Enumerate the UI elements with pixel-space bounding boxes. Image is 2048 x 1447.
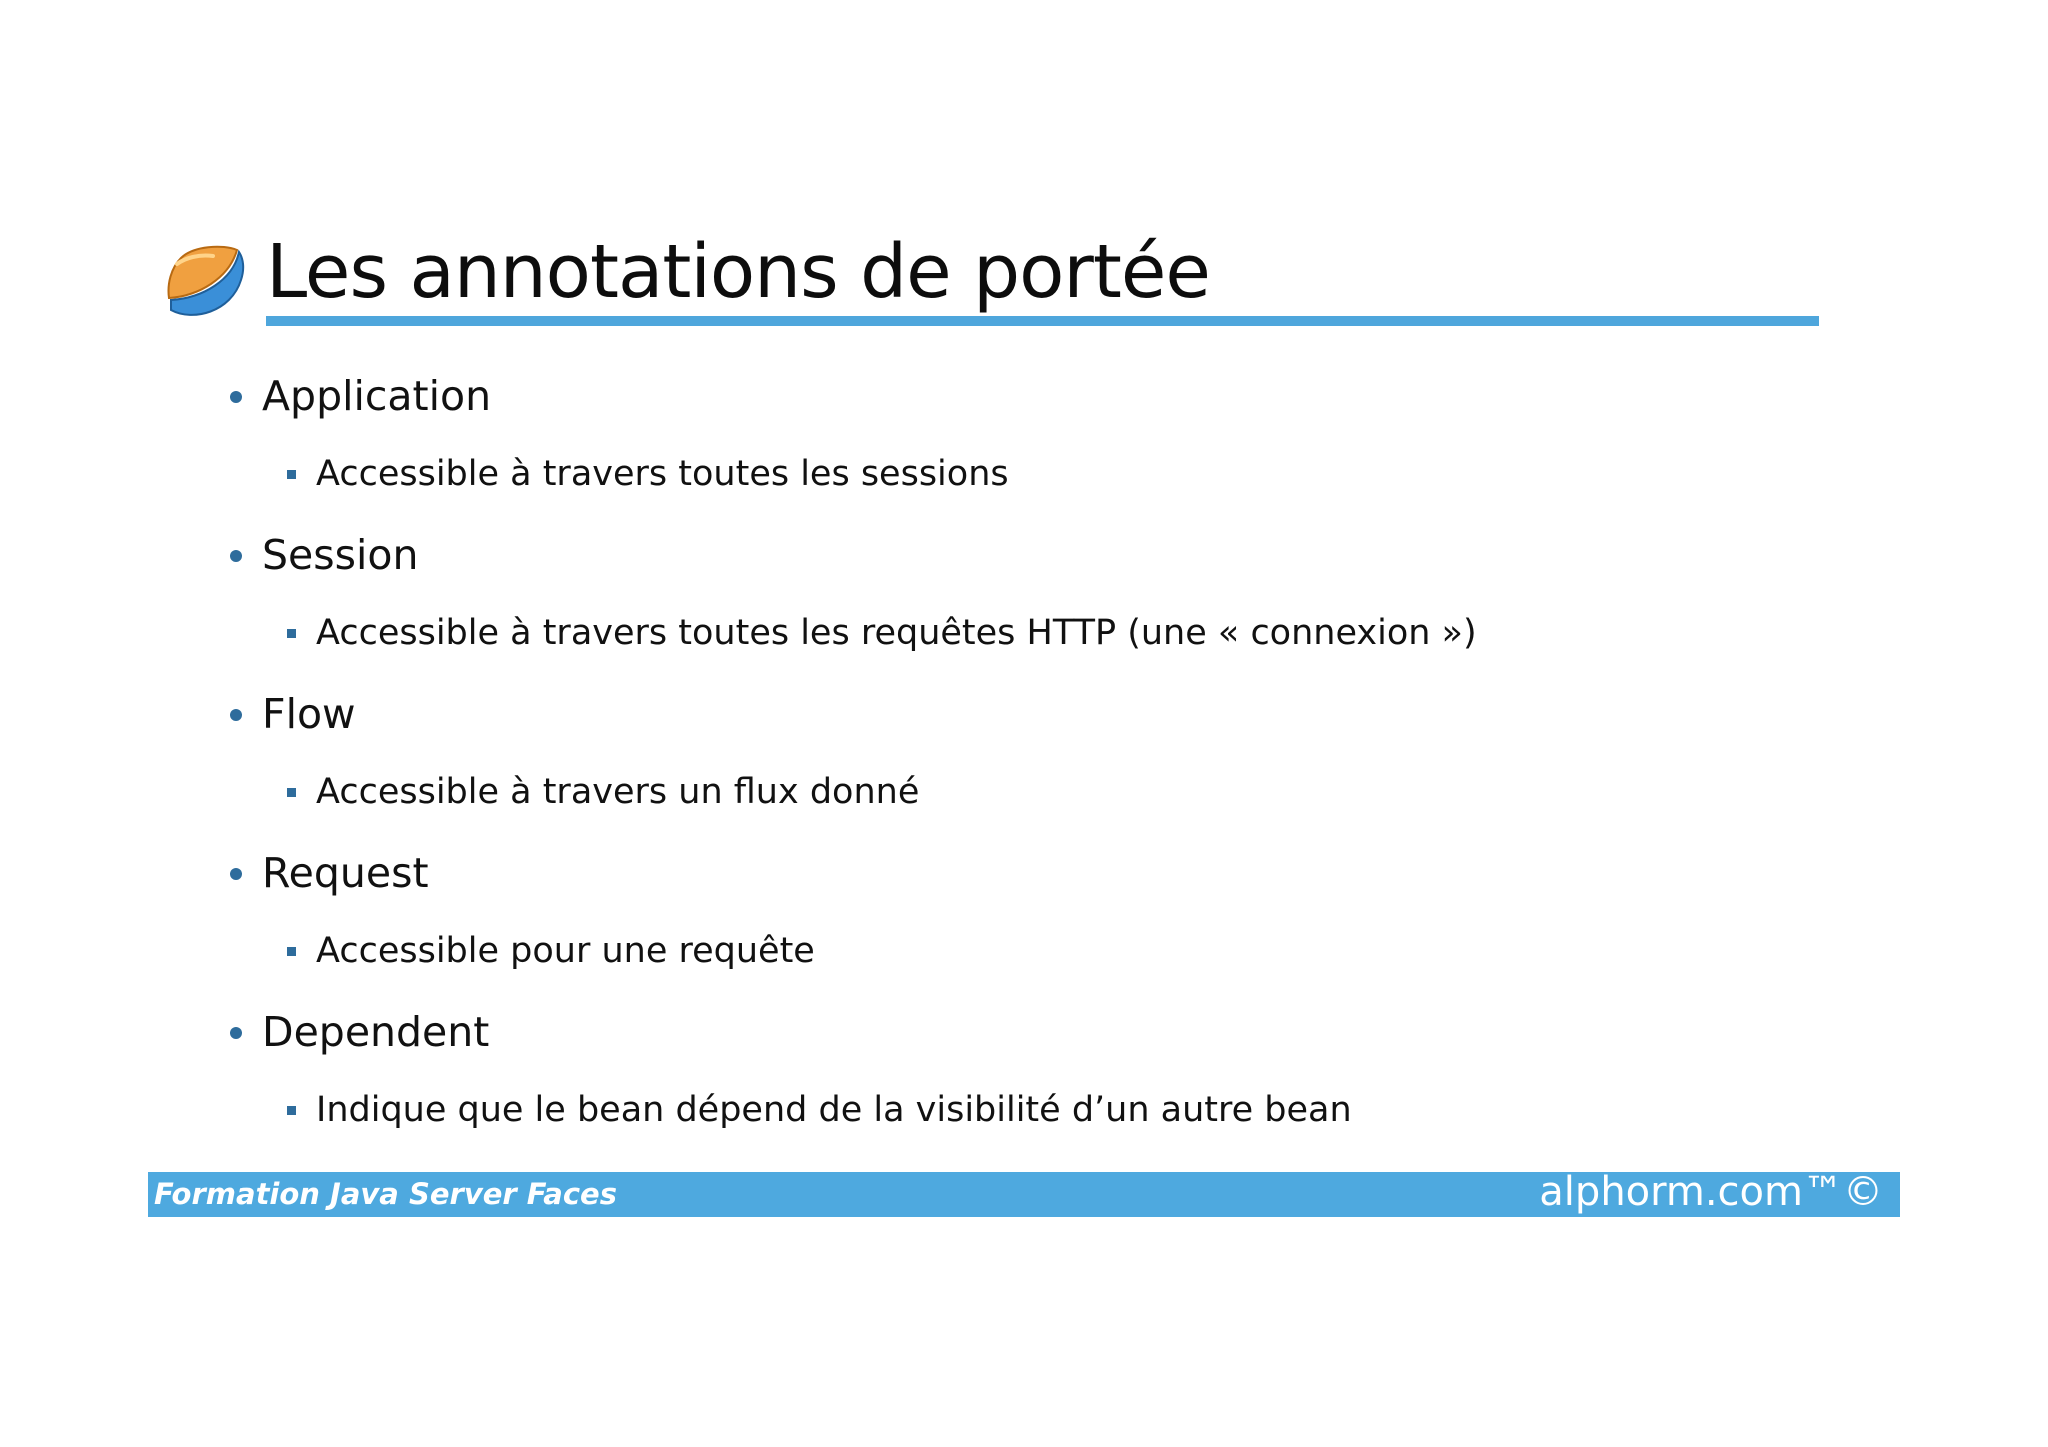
sub-bullet-icon [287, 947, 296, 956]
sub-bullet-icon [287, 629, 296, 638]
bullet-icon [230, 868, 242, 880]
footer-brand: alphorm.com™© [1539, 1169, 1883, 1215]
sub-bullet-icon [287, 788, 296, 797]
footer-course-title: Formation Java Server Faces [154, 1177, 617, 1211]
bullet-icon [230, 709, 242, 721]
bullet-icon [230, 550, 242, 562]
item-label: Dependent [262, 1008, 490, 1056]
alphorm-logo-icon [163, 240, 245, 320]
title-underline [266, 316, 1819, 326]
item-description: Accessible pour une requête [316, 931, 815, 971]
item-label: Session [262, 531, 419, 579]
item-label: Flow [262, 690, 356, 738]
bullet-icon [230, 1027, 242, 1039]
item-description: Indique que le bean dépend de la visibilité d’un autre bean [316, 1090, 1352, 1130]
bullet-icon [230, 391, 242, 403]
item-label: Application [262, 372, 492, 420]
sub-bullet-icon [287, 1106, 296, 1115]
slide-title: Les annotations de portée [266, 229, 1210, 315]
item-label: Request [262, 849, 429, 897]
item-description: Accessible à travers toutes les requêtes HTTP (une « connexion ») [316, 613, 1477, 653]
sub-bullet-icon [287, 470, 296, 479]
item-description: Accessible à travers toutes les sessions [316, 454, 1009, 494]
item-description: Accessible à travers un flux donné [316, 772, 920, 812]
